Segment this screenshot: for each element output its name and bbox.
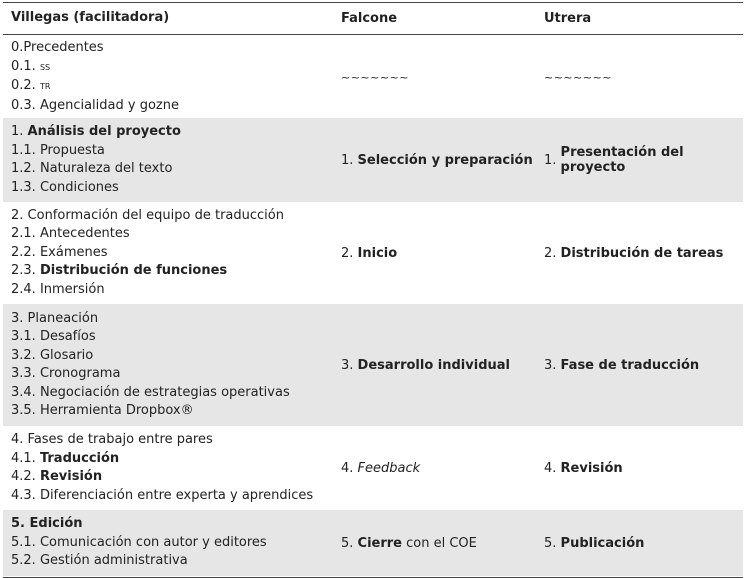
list-item: 0.3. Agencialidad y gozne xyxy=(11,97,179,113)
utrera-cell-3: 3. Fase de traducción xyxy=(544,357,700,373)
utrera-cell-1: 1. Presentación del proyecto xyxy=(544,145,684,175)
table-row-5 xyxy=(3,510,743,576)
list-item: 0.2. TR xyxy=(11,78,51,93)
list-item: 1. Análisis del proyecto xyxy=(11,124,181,139)
list-item: 0.Precedentes xyxy=(11,40,104,55)
table-row-1 xyxy=(3,118,743,202)
list-item: 5.2. Gestión administrativa xyxy=(11,553,188,569)
villegas-cell-3 xyxy=(3,304,334,426)
list-item: 3.4. Negociación de estrategias operativas xyxy=(11,384,290,400)
list-item: 4.3. Diferenciación entre experta y aprendices xyxy=(11,487,314,503)
falcone-cell-0: ~~~~~~~ xyxy=(341,70,410,84)
list-item: 4. Fases de trabajo entre pares xyxy=(11,432,213,447)
list-item: 3.2. Glosario xyxy=(11,347,94,363)
list-item: 3.5. Herramienta Dropbox® xyxy=(11,403,194,418)
villegas-cell-5 xyxy=(3,510,334,576)
falcone-cell-1: 1. Selección y preparación xyxy=(341,152,533,168)
list-item: 1.3. Condiciones xyxy=(11,179,119,195)
villegas-cell-4 xyxy=(3,426,334,510)
falcone-cell-4: 4. Feedback xyxy=(341,460,421,476)
falcone-cell-5: 5. Cierre con el COE xyxy=(341,535,477,551)
header-villegas: Villegas (facilitadora) xyxy=(11,10,170,26)
list-item: 3.3. Cronograma xyxy=(11,366,121,381)
list-item: 3. Planeación xyxy=(11,310,99,326)
villegas-cell-2 xyxy=(3,202,334,304)
list-item: 1.1. Propuesta xyxy=(11,142,105,158)
utrera-cell-0: ~~~~~~~ xyxy=(544,70,613,84)
list-item: 1.2. Naturaleza del texto xyxy=(11,161,173,176)
table-row-2 xyxy=(3,202,743,304)
list-item: 2.1. Antecedentes xyxy=(11,226,130,242)
comparison-table xyxy=(3,2,743,578)
header-utrera: Utrera xyxy=(544,11,592,26)
list-item: 5.1. Comunicación con autor y editores xyxy=(11,534,267,550)
list-item: 3.1. Desafíos xyxy=(11,329,96,344)
falcone-cell-2: 2. Inicio xyxy=(341,245,398,261)
table-row-3 xyxy=(3,304,743,426)
list-item: 2.4. Inmersión xyxy=(11,281,105,297)
falcone-cell-3: 3. Desarrollo individual xyxy=(341,357,510,373)
table-row-0 xyxy=(3,36,743,118)
table-row-4 xyxy=(3,426,743,510)
list-item: 5. Edición xyxy=(11,516,83,532)
utrera-cell-2: 2. Distribución de tareas xyxy=(544,245,724,261)
list-item: 4.2. Revisión xyxy=(11,469,103,484)
villegas-cell-0 xyxy=(3,36,334,118)
list-item: 2. Conformación del equipo de traducción xyxy=(11,207,284,223)
villegas-cell-1 xyxy=(3,118,334,202)
list-item: 2.3. Distribución de funciones xyxy=(11,263,228,279)
list-item: 4.1. Traducción xyxy=(11,450,120,466)
list-item: 2.2. Exámenes xyxy=(11,244,108,260)
list-item: 0.1. SS xyxy=(11,58,51,74)
utrera-cell-5: 5. Publicación xyxy=(544,535,645,551)
utrera-cell-4: 4. Revisión xyxy=(544,460,623,476)
header-falcone: Falcone xyxy=(341,11,398,26)
table-header-row xyxy=(3,3,743,35)
